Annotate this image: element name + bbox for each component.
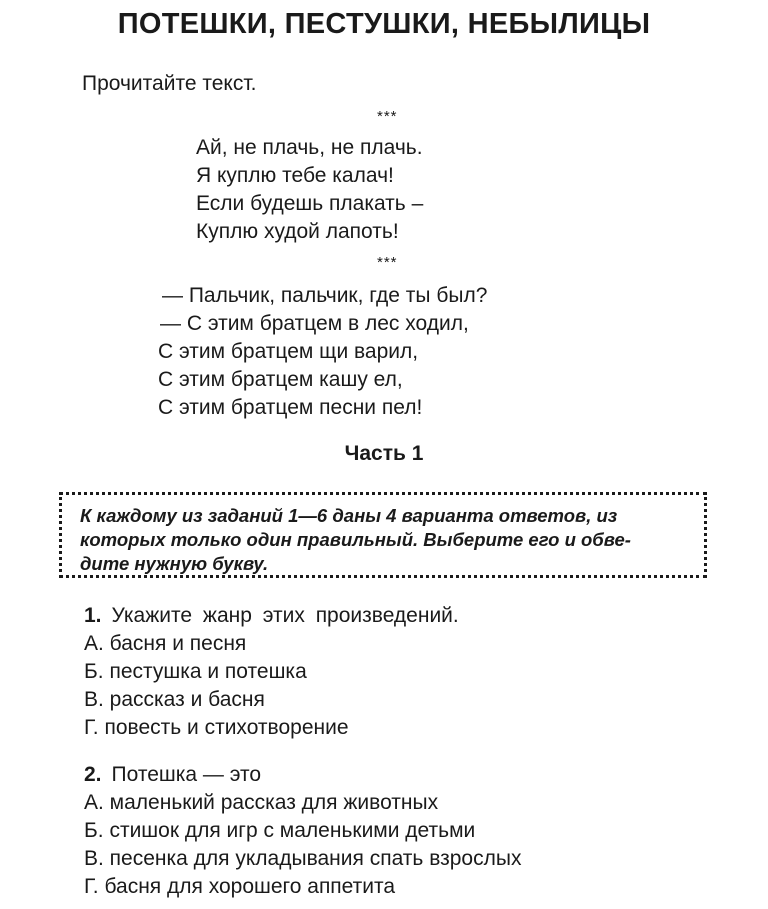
poem-2-line: С этим братцем щи варил, — [158, 340, 419, 363]
answer-option[interactable]: А. басня и песня — [84, 632, 247, 655]
poem-1-line: Куплю худой лапоть! — [196, 220, 399, 243]
instructions-text — [80, 504, 692, 576]
question-2 — [84, 761, 521, 901]
answer-option[interactable]: Г. басня для хорошего аппетита — [84, 875, 396, 898]
answer-option[interactable]: В. рассказ и басня — [84, 688, 265, 711]
poem-1-separator: *** — [377, 108, 398, 125]
instructions-line: дите нужную букву. — [80, 553, 269, 574]
poem-2-separator: *** — [377, 254, 398, 271]
question-number: 2. — [84, 763, 102, 786]
poem-2-line: С этим братцем песни пел! — [158, 396, 423, 419]
instructions-line: К каждому из заданий 1—6 даны 4 варианта ответов, из — [80, 505, 618, 526]
answer-option[interactable]: А. маленький рассказ для животных — [84, 791, 439, 814]
answer-option[interactable]: Б. стишок для игр с маленькими детьми — [84, 819, 476, 842]
answer-option[interactable]: Б. пестушка и потешка — [84, 660, 307, 683]
instructions-line: которых только один правильный. Выберите его и обве- — [80, 529, 631, 550]
poem-1-line: Я куплю тебе калач! — [196, 164, 394, 187]
poem-2-line: — Пальчик, пальчик, где ты был? — [162, 284, 488, 307]
question-1 — [84, 602, 459, 742]
page-title: ПОТЕШКИ, ПЕСТУШКИ, НЕБЫЛИЦЫ — [117, 8, 651, 40]
answer-option[interactable]: В. песенка для укладывания спать взрослых — [84, 847, 522, 870]
poem-2-line: — С этим братцем в лес ходил, — [160, 312, 469, 335]
poem-2-line: С этим братцем кашу ел, — [158, 368, 403, 391]
poem-1-line: Если будешь плакать – — [196, 192, 424, 215]
question-number: 1. — [84, 604, 102, 627]
question-text: Потешка — это — [111, 763, 262, 786]
part-heading: Часть 1 — [344, 442, 424, 465]
question-text: Укажите жанр этих произведений. — [111, 604, 459, 627]
poem-1-line: Ай, не плачь, не плачь. — [196, 136, 423, 159]
intro-text: Прочитайте текст. — [82, 72, 257, 95]
instructions-box — [59, 492, 707, 578]
answer-option[interactable]: Г. повесть и стихотворение — [84, 716, 349, 739]
poem-1 — [196, 134, 423, 246]
poem-2 — [158, 282, 487, 422]
